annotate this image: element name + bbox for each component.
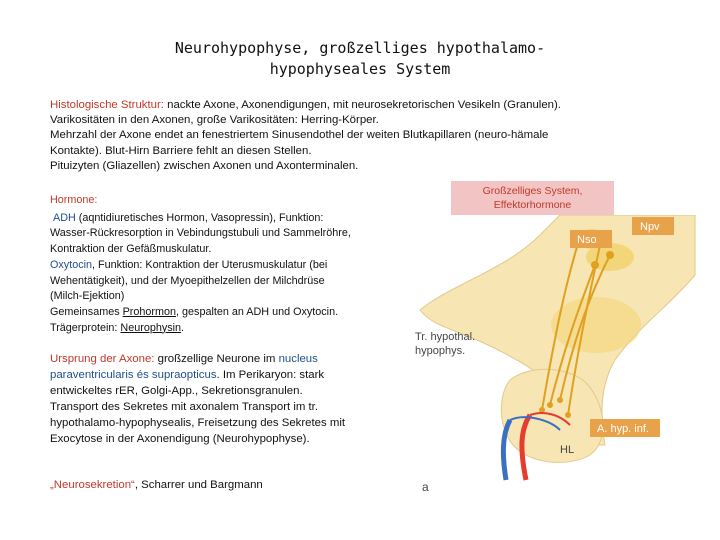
panel-label: a bbox=[422, 480, 429, 494]
oxytocin-text: , Funktion: Kontraktion der Uterusmuskulatur (bei bbox=[92, 258, 328, 271]
system-tag bbox=[451, 181, 614, 215]
origin-line-4: Transport des Sekretes mit axonalem Transport im tr. bbox=[50, 401, 318, 414]
origin-line-2: . Im Perikaryon: stark bbox=[216, 369, 325, 382]
origin-block bbox=[50, 351, 410, 448]
histology-line-2: Varikositäten in den Axonen, große Varikositäten: Herring-Körper. bbox=[50, 114, 379, 127]
hormones-line-6: (Milch-Ejektion) bbox=[50, 290, 125, 303]
neurophysin-term: Neurophysin bbox=[120, 321, 182, 334]
neurohypophysis-illustration bbox=[410, 215, 700, 495]
system-tag-line-1: Großzelliges System, bbox=[482, 185, 583, 197]
histology-line-3: Mehrzahl der Axone endet an fenestriertem Sinusendothel der weiten Blutkapillaren (neuro-hämale bbox=[50, 129, 549, 142]
nso-label: Nso bbox=[577, 234, 597, 246]
hormones-line-3: Kontraktion der Gefäßmuskulatur. bbox=[50, 243, 212, 256]
herring-body bbox=[565, 412, 571, 418]
origin-line-5: hypothalamo-hypophysealis, Freisetzung des Sekretes mit bbox=[50, 417, 346, 430]
citation bbox=[50, 478, 263, 493]
histology-line-4: Kontakte). Blut-Hirn Barriere fehlt an diesen Stellen. bbox=[50, 144, 312, 157]
adh-label: ADH bbox=[53, 211, 76, 224]
herring-body bbox=[557, 397, 563, 403]
nucleus-term: nucleus bbox=[278, 353, 318, 365]
citation-authors: , Scharrer und Bargmann bbox=[134, 479, 263, 491]
hormones-line-7c: , gespalten an ADH und Oxytocin. bbox=[176, 305, 339, 318]
citation-term: „Neurosekretion“ bbox=[50, 479, 135, 491]
histology-label: Histologische Struktur: bbox=[50, 99, 164, 111]
hormones-line-5: Wehentätigkeit), und der Myoepithelzellen der Milchdrüse bbox=[50, 274, 325, 287]
hormones-line-8c: . bbox=[181, 321, 185, 334]
hormones-heading: Hormone: bbox=[50, 194, 98, 206]
hormones-line-2: Wasser-Rückresorption in Vebindungstubuli und Sammelröhre, bbox=[50, 227, 351, 240]
npv-label: Npv bbox=[640, 221, 660, 233]
origin-line-1: großzellige Neurone im bbox=[154, 353, 279, 365]
page-title bbox=[0, 38, 720, 80]
prohormon-term: Prohormon bbox=[122, 305, 177, 318]
adh-text: (aqntidiuretisches Hormon, Vasopressin), Funktion: bbox=[75, 211, 324, 224]
tract-label-line-2: hypophys. bbox=[415, 345, 466, 357]
origin-label: Ursprung der Axone: bbox=[50, 353, 155, 365]
histology-block bbox=[50, 98, 710, 174]
herring-body bbox=[547, 402, 553, 408]
origin-line-3: entwickeltes rER, Golgi-App., Sekretionsgranulen. bbox=[50, 385, 303, 398]
hormones-line-7a: Gemeinsames bbox=[50, 305, 123, 318]
histology-line-5: Pituizyten (Gliazellen) zwischen Axonen und Axonterminalen. bbox=[50, 159, 359, 172]
hormones-block bbox=[50, 193, 410, 336]
system-tag-line-2: Effektorhormone bbox=[493, 199, 572, 211]
title-line-1: Neurohypophyse, großzelliges hypothalamo- bbox=[174, 39, 546, 57]
hormones-line-8a: Trägerprotein: bbox=[50, 321, 121, 334]
origin-line-6: Exocytose in der Axonendigung (Neurohypophyse). bbox=[50, 433, 310, 446]
hl-label: HL bbox=[560, 444, 575, 456]
title-line-2: hypophyseales System bbox=[269, 60, 451, 78]
nucleus-names: paraventricularis és supraopticus bbox=[50, 369, 217, 382]
oxytocin-label: Oxytocin bbox=[50, 258, 93, 271]
artery-label: A. hyp. inf. bbox=[597, 423, 649, 435]
histology-line-1: nackte Axone, Axonendigungen, mit neurosekretorischen Vesikeln (Granulen). bbox=[163, 99, 561, 111]
tract-label-line-1: Tr. hypothal. bbox=[415, 331, 476, 343]
nso-nucleus-2 bbox=[551, 297, 641, 353]
